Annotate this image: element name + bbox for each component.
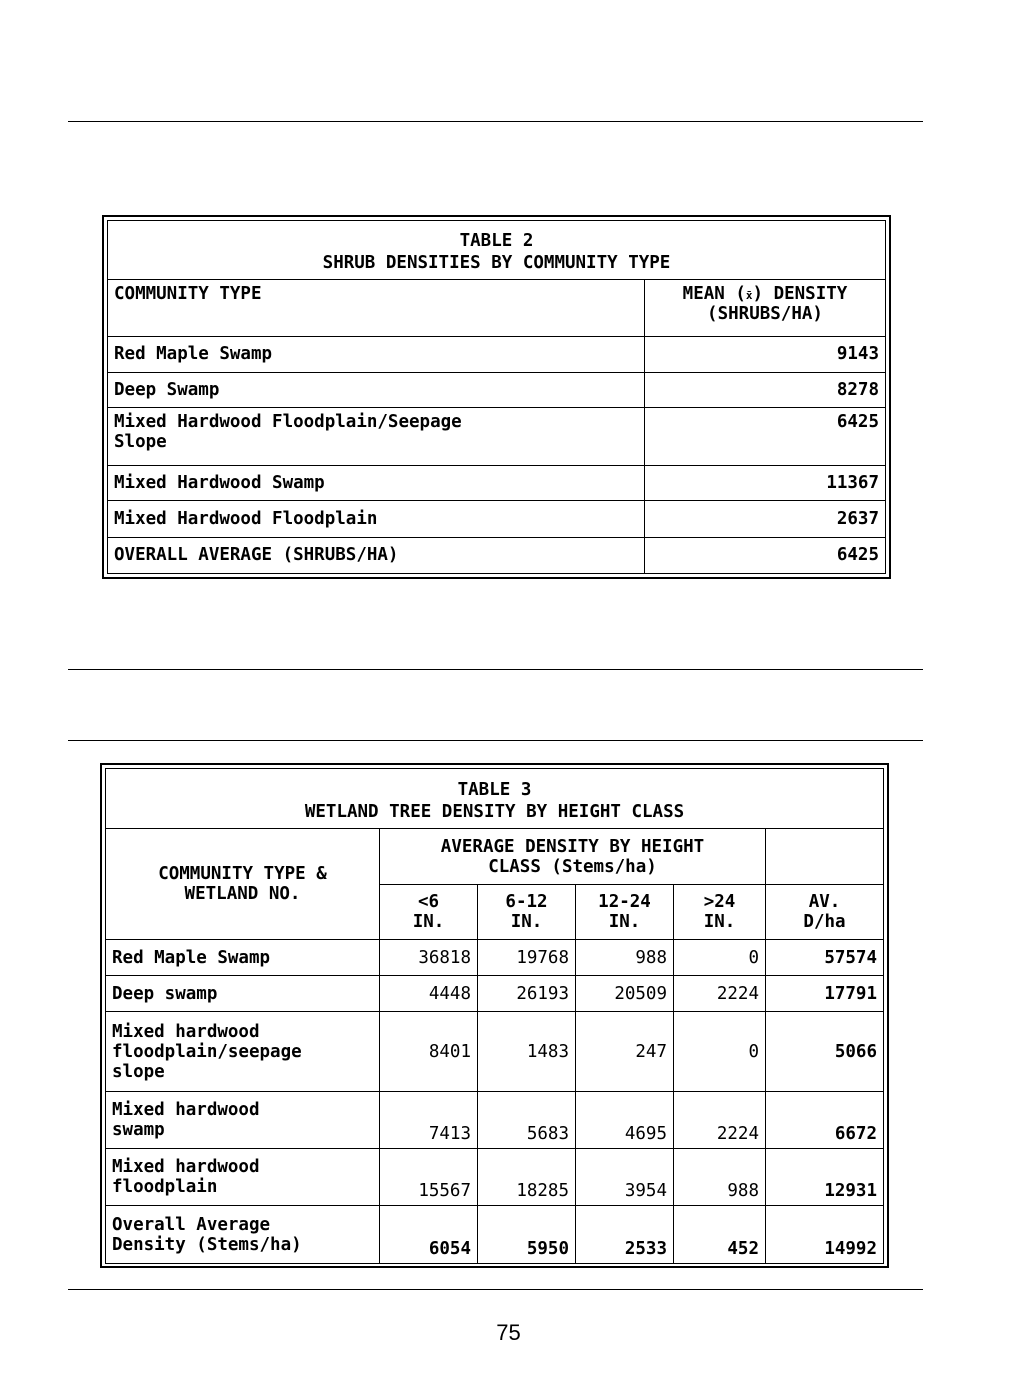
table3-title: TABLE 3 (457, 779, 532, 800)
table2-frame (102, 215, 891, 579)
value-cell: 2224 (674, 1092, 766, 1149)
table-row (108, 337, 886, 372)
table2 (107, 220, 886, 574)
community-type-cell: Deep swamp (106, 976, 380, 1012)
table-row (108, 372, 886, 407)
density-cell: 9143 (645, 337, 886, 372)
table-row (106, 940, 884, 976)
value-cell: 2533 (576, 1206, 674, 1264)
value-cell: 36818 (380, 940, 478, 976)
value-cell: 0 (674, 940, 766, 976)
value-cell: 247 (576, 1012, 674, 1092)
height-class-header: <6 IN. (380, 885, 478, 940)
value-cell: 26193 (478, 976, 576, 1012)
value-cell: 988 (674, 1149, 766, 1206)
value-cell: 7413 (380, 1092, 478, 1149)
value-cell: 6054 (380, 1206, 478, 1264)
table2-caption (108, 221, 886, 280)
value-cell: 5950 (478, 1206, 576, 1264)
mid-rule-1 (68, 669, 923, 670)
community-type-cell: Mixed hardwood swamp (106, 1092, 380, 1149)
height-class-header: 6-12 IN. (478, 885, 576, 940)
table-row (108, 537, 886, 573)
density-cell: 2637 (645, 501, 886, 537)
value-cell: 18285 (478, 1149, 576, 1206)
table-row (108, 408, 886, 466)
value-cell: 4695 (576, 1092, 674, 1149)
table-row (108, 465, 886, 500)
density-cell: 6425 (645, 408, 886, 466)
table-row (106, 1206, 884, 1264)
value-cell: 0 (674, 1012, 766, 1092)
value-cell: 452 (674, 1206, 766, 1264)
bottom-rule (68, 1289, 923, 1290)
table-row (106, 976, 884, 1012)
table3 (105, 768, 884, 1264)
table-row (106, 1149, 884, 1206)
community-type-cell: OVERALL AVERAGE (SHRUBS/HA) (108, 537, 645, 573)
avg-cell: 17791 (766, 976, 884, 1012)
community-type-cell: Mixed hardwood floodplain/seepage slope (106, 1012, 380, 1092)
value-cell: 4448 (380, 976, 478, 1012)
community-type-cell: Mixed hardwood floodplain (106, 1149, 380, 1206)
table3-subtitle: WETLAND TREE DENSITY BY HEIGHT CLASS (304, 801, 685, 822)
value-cell: 2224 (674, 976, 766, 1012)
community-type-cell: Mixed Hardwood Floodplain/Seepage Slope (108, 408, 645, 466)
table-row (106, 1012, 884, 1092)
height-class-header: >24 IN. (674, 885, 766, 940)
density-cell: 11367 (645, 465, 886, 500)
avg-cell: 14992 (766, 1206, 884, 1264)
avg-cell: 12931 (766, 1149, 884, 1206)
value-cell: 1483 (478, 1012, 576, 1092)
table3-group-header: AVERAGE DENSITY BY HEIGHT CLASS (Stems/ha) (380, 829, 766, 885)
community-type-cell: Overall Average Density (Stems/ha) (106, 1206, 380, 1264)
community-type-cell: Deep Swamp (108, 372, 645, 407)
table3-frame (100, 763, 889, 1268)
density-cell: 8278 (645, 372, 886, 407)
height-class-header: 12-24 IN. (576, 885, 674, 940)
table2-col1-header: COMMUNITY TYPE (108, 279, 645, 337)
mid-rule-2 (68, 740, 923, 741)
density-cell: 6425 (645, 537, 886, 573)
table-row (108, 501, 886, 537)
community-type-cell: Red Maple Swamp (108, 337, 645, 372)
page-number: 75 (496, 1320, 521, 1345)
value-cell: 5683 (478, 1092, 576, 1149)
value-cell: 988 (576, 940, 674, 976)
avg-density-header: AV. D/ha (766, 885, 884, 940)
value-cell: 20509 (576, 976, 674, 1012)
community-type-cell: Mixed Hardwood Swamp (108, 465, 645, 500)
avg-cell: 57574 (766, 940, 884, 976)
table3-empty-header (766, 829, 884, 885)
community-type-cell: Red Maple Swamp (106, 940, 380, 976)
top-rule (68, 121, 923, 122)
table2-subtitle: SHRUB DENSITIES BY COMMUNITY TYPE (322, 252, 671, 273)
value-cell: 19768 (478, 940, 576, 976)
avg-cell: 5066 (766, 1012, 884, 1092)
table2-title: TABLE 2 (459, 230, 534, 251)
table2-col2-header: MEAN (x̄) DENSITY (SHRUBS/HA) (645, 279, 886, 337)
community-type-cell: Mixed Hardwood Floodplain (108, 501, 645, 537)
value-cell: 3954 (576, 1149, 674, 1206)
value-cell: 15567 (380, 1149, 478, 1206)
table3-caption (106, 769, 884, 829)
table3-col1-header: COMMUNITY TYPE & WETLAND NO. (106, 829, 380, 940)
value-cell: 8401 (380, 1012, 478, 1092)
avg-cell: 6672 (766, 1092, 884, 1149)
table-row (106, 1092, 884, 1149)
